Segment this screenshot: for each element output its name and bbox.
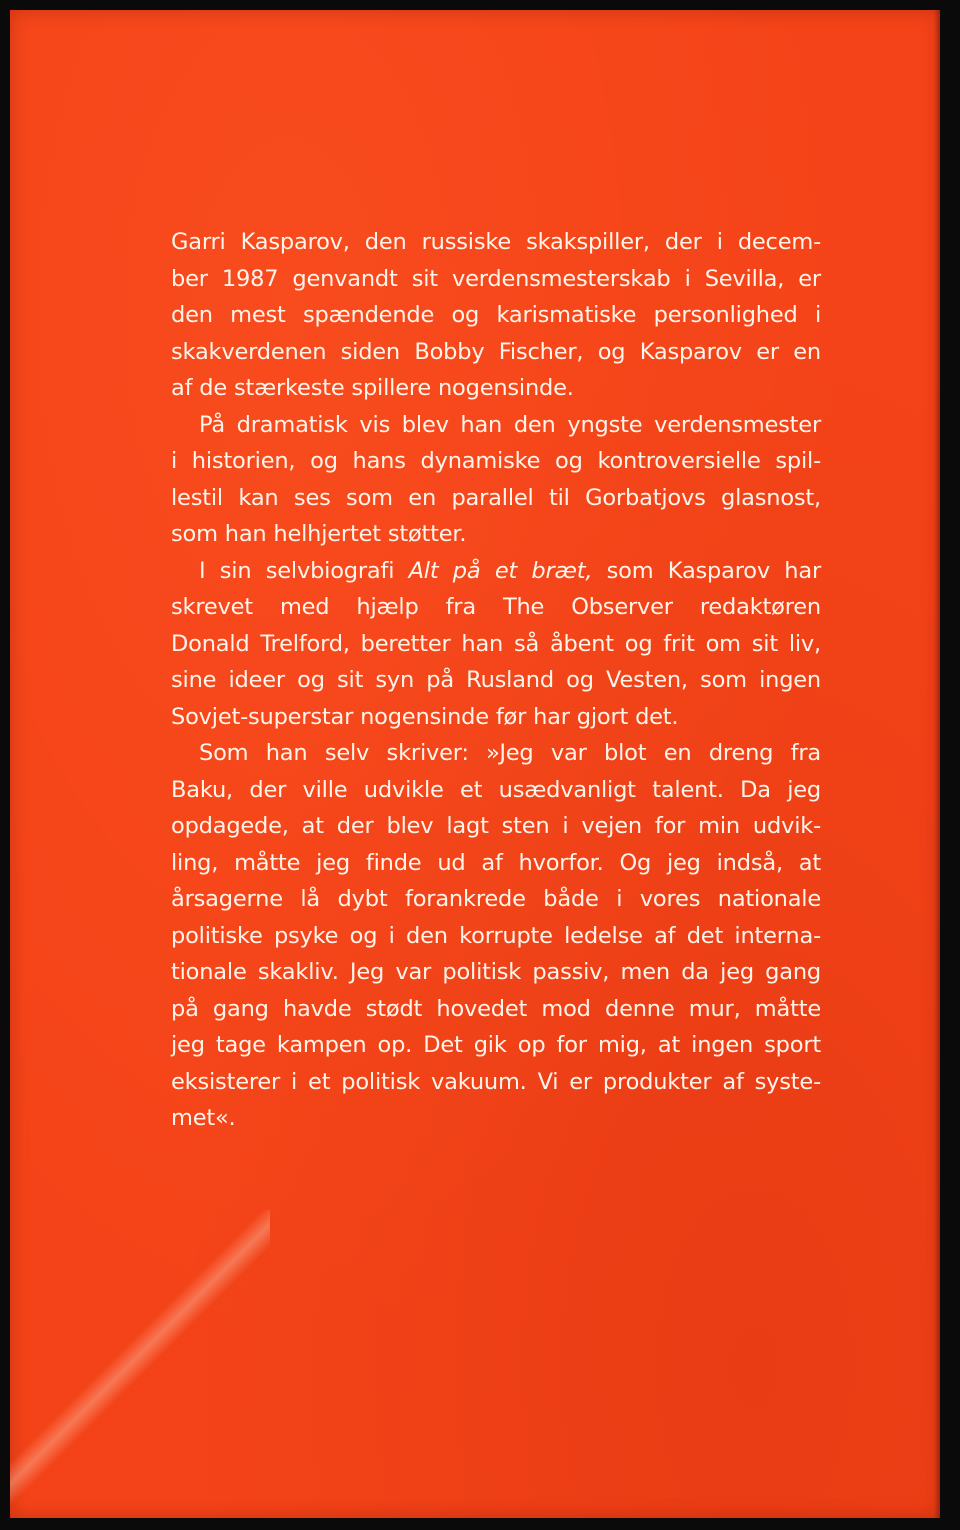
text-line: ling, måtte jeg finde ud af hvorfor. Og jeg indså, at (171, 849, 821, 876)
text-line: Sovjet-superstar nogensinde før har gjort det. (171, 703, 679, 730)
text-line: sine ideer og sit syn på Rusland og Vesten, som ingen (171, 667, 821, 693)
text-segment: I sin selvbiografi (199, 557, 409, 584)
text-line: skakverdenen siden Bobby Fischer, og Kasparov er en (171, 338, 821, 365)
text-line: tionale skakliv. Jeg var politisk passiv, men da jeg gang (171, 959, 821, 985)
text-line: Som han selv skriver: »Jeg var blot en dreng fra (199, 740, 821, 766)
text-line: på gang havde stødt hovedet mod denne mur, måtte (171, 995, 821, 1022)
text-line: af de stærkeste spillere nogensinde. (171, 375, 574, 401)
text-line: På dramatisk vis blev han den yngste verdensmester (199, 411, 821, 438)
text-line: årsagerne lå dybt forankrede både i vores nationale (171, 886, 821, 912)
book-title: Alt på et bræt, (408, 557, 593, 584)
text-line: Baku, der ville udvikle et usædvanligt talent. Da jeg (171, 776, 821, 803)
text-line: i historien, og hans dynamiske og kontroversielle spil- (171, 448, 821, 474)
text-line: som han helhjertet støtter. (171, 521, 467, 547)
blurb-paragraph-2 (171, 407, 821, 553)
text-line: Donald Trelford, beretter han så åbent og frit om sit liv, (171, 630, 821, 657)
text-line: lestil kan ses som en parallel til Gorbatjovs glasnost, (171, 484, 821, 511)
text-segment: som Kasparov har (592, 557, 821, 584)
blurb-paragraph-4 (171, 735, 821, 1137)
text-line: met«. (171, 1105, 236, 1131)
text-line: ber 1987 genvandt sit verdensmesterskab i Sevilla, er (171, 265, 821, 292)
text-line: opdagede, at der blev lagt sten i vejen for min udvik- (171, 813, 821, 839)
text-line-with-title (171, 553, 821, 590)
text-line: politiske psyke og i den korrupte ledelse af det interna- (171, 922, 821, 949)
blurb-paragraph-1 (171, 224, 821, 407)
text-line: eksisterer i et politisk vakuum. Vi er produkter af syste- (171, 1068, 821, 1095)
back-cover-blurb (171, 224, 821, 1137)
text-line: Garri Kasparov, den russiske skakspiller, der i decem- (171, 229, 821, 255)
text-line: jeg tage kampen op. Det gik op for mig, at ingen sport (171, 1032, 821, 1058)
cover-crease (10, 1210, 270, 1510)
text-line: skrevet med hjælp fra The Observer redaktøren (171, 594, 821, 620)
text-line: den mest spændende og karismatiske personlighed i (171, 302, 821, 328)
cover-edge-shading (934, 10, 940, 1518)
book-back-cover (10, 10, 940, 1518)
blurb-paragraph-3 (171, 553, 821, 736)
